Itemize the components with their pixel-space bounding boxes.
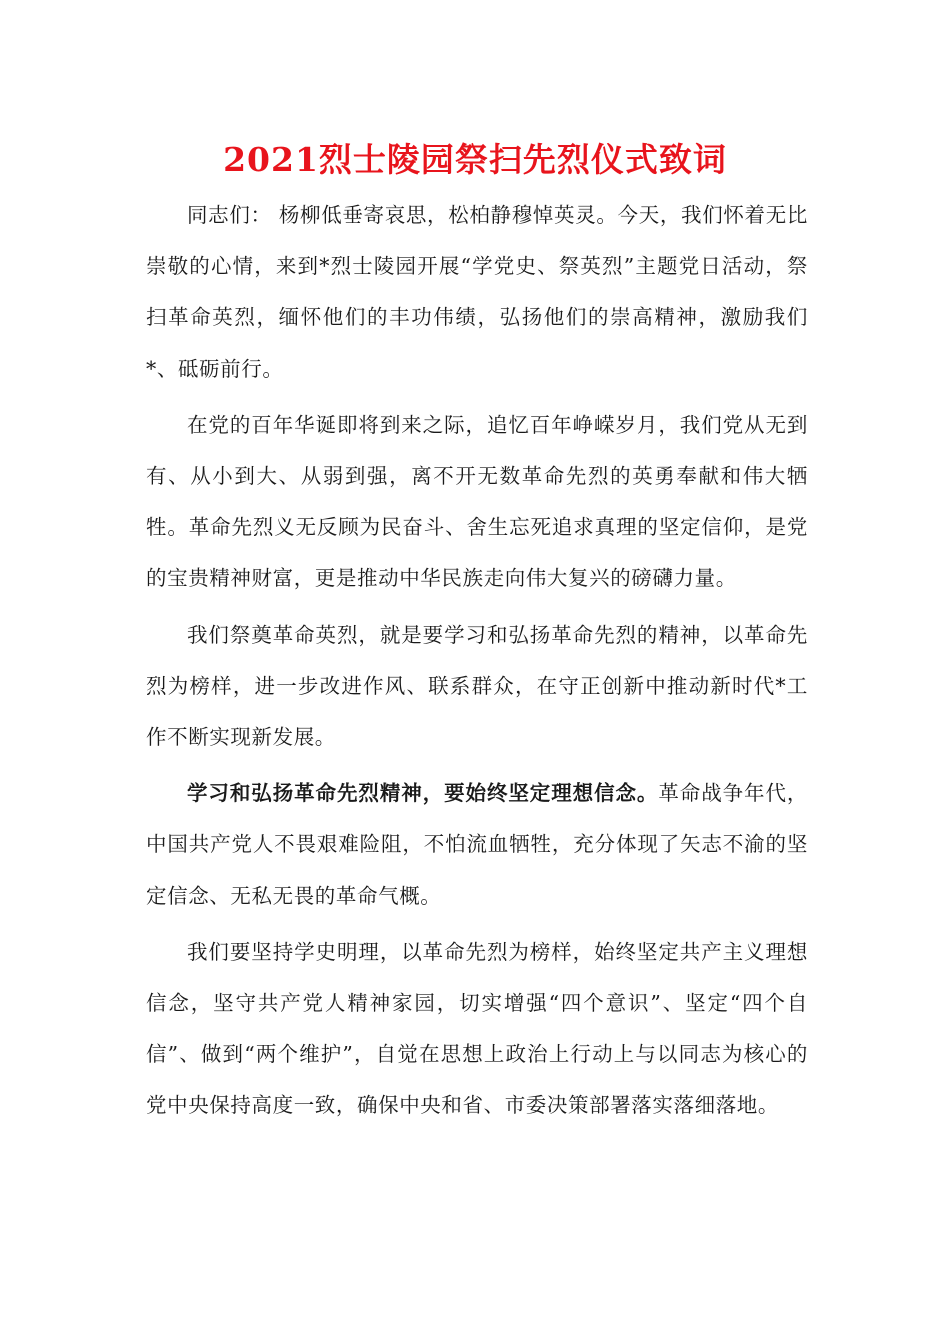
document-title: 2021烈士陵园祭扫先烈仪式致词 xyxy=(223,140,727,179)
paragraph-4 xyxy=(146,768,808,922)
paragraph-2: 在党的百年华诞即将到来之际，追忆百年峥嵘岁月，我们党从无到有、从小到大、从弱到强，离不开无数革命先烈的英勇奉献和伟大牺牲。革命先烈义无反顾为民奋斗、舍生忘死追求真理的坚定信仰，是党的宝贵精神财富，更是推动中华民族走向伟大复兴的磅礴力量。 xyxy=(146,412,808,591)
paragraph-4-text: 革命战争年代，中国共产党人不畏艰难险阻，不怕流血牺牲，充分体现了矢志不渝的坚定信念、无私无畏的革命气概。 xyxy=(146,781,808,908)
paragraph-5: 我们要坚持学史明理，以革命先烈为榜样，始终坚定共产主义理想信念，坚守共产党人精神家园，切实增强“四个意识”、坚定“四个自信”、做到“两个维护”，自觉在思想上政治上行动上与以同志为核心的党中央保持高度一致，确保中央和省、市委决策部署落实落细落地。 xyxy=(146,939,808,1118)
paragraph-4-heading: 学习和弘扬革命先烈精神，要始终坚定理想信念。 xyxy=(187,781,659,806)
paragraph-1: 同志们： 杨柳低垂寄哀思，松柏静穆悼英灵。今天，我们怀着无比崇敬的心情，来到*烈士陵园开展“学党史、祭英烈”主题党日活动，祭扫革命英烈，缅怀他们的丰功伟绩，弘扬他们的崇高精神，激励我们*、砥砺前行。 xyxy=(146,203,808,381)
paragraph-3: 我们祭奠革命英烈，就是要学习和弘扬革命先烈的精神，以革命先烈为榜样，进一步改进作风、联系群众，在守正创新中推动新时代*工作不断实现新发展。 xyxy=(146,622,808,750)
document-body xyxy=(146,190,808,1137)
